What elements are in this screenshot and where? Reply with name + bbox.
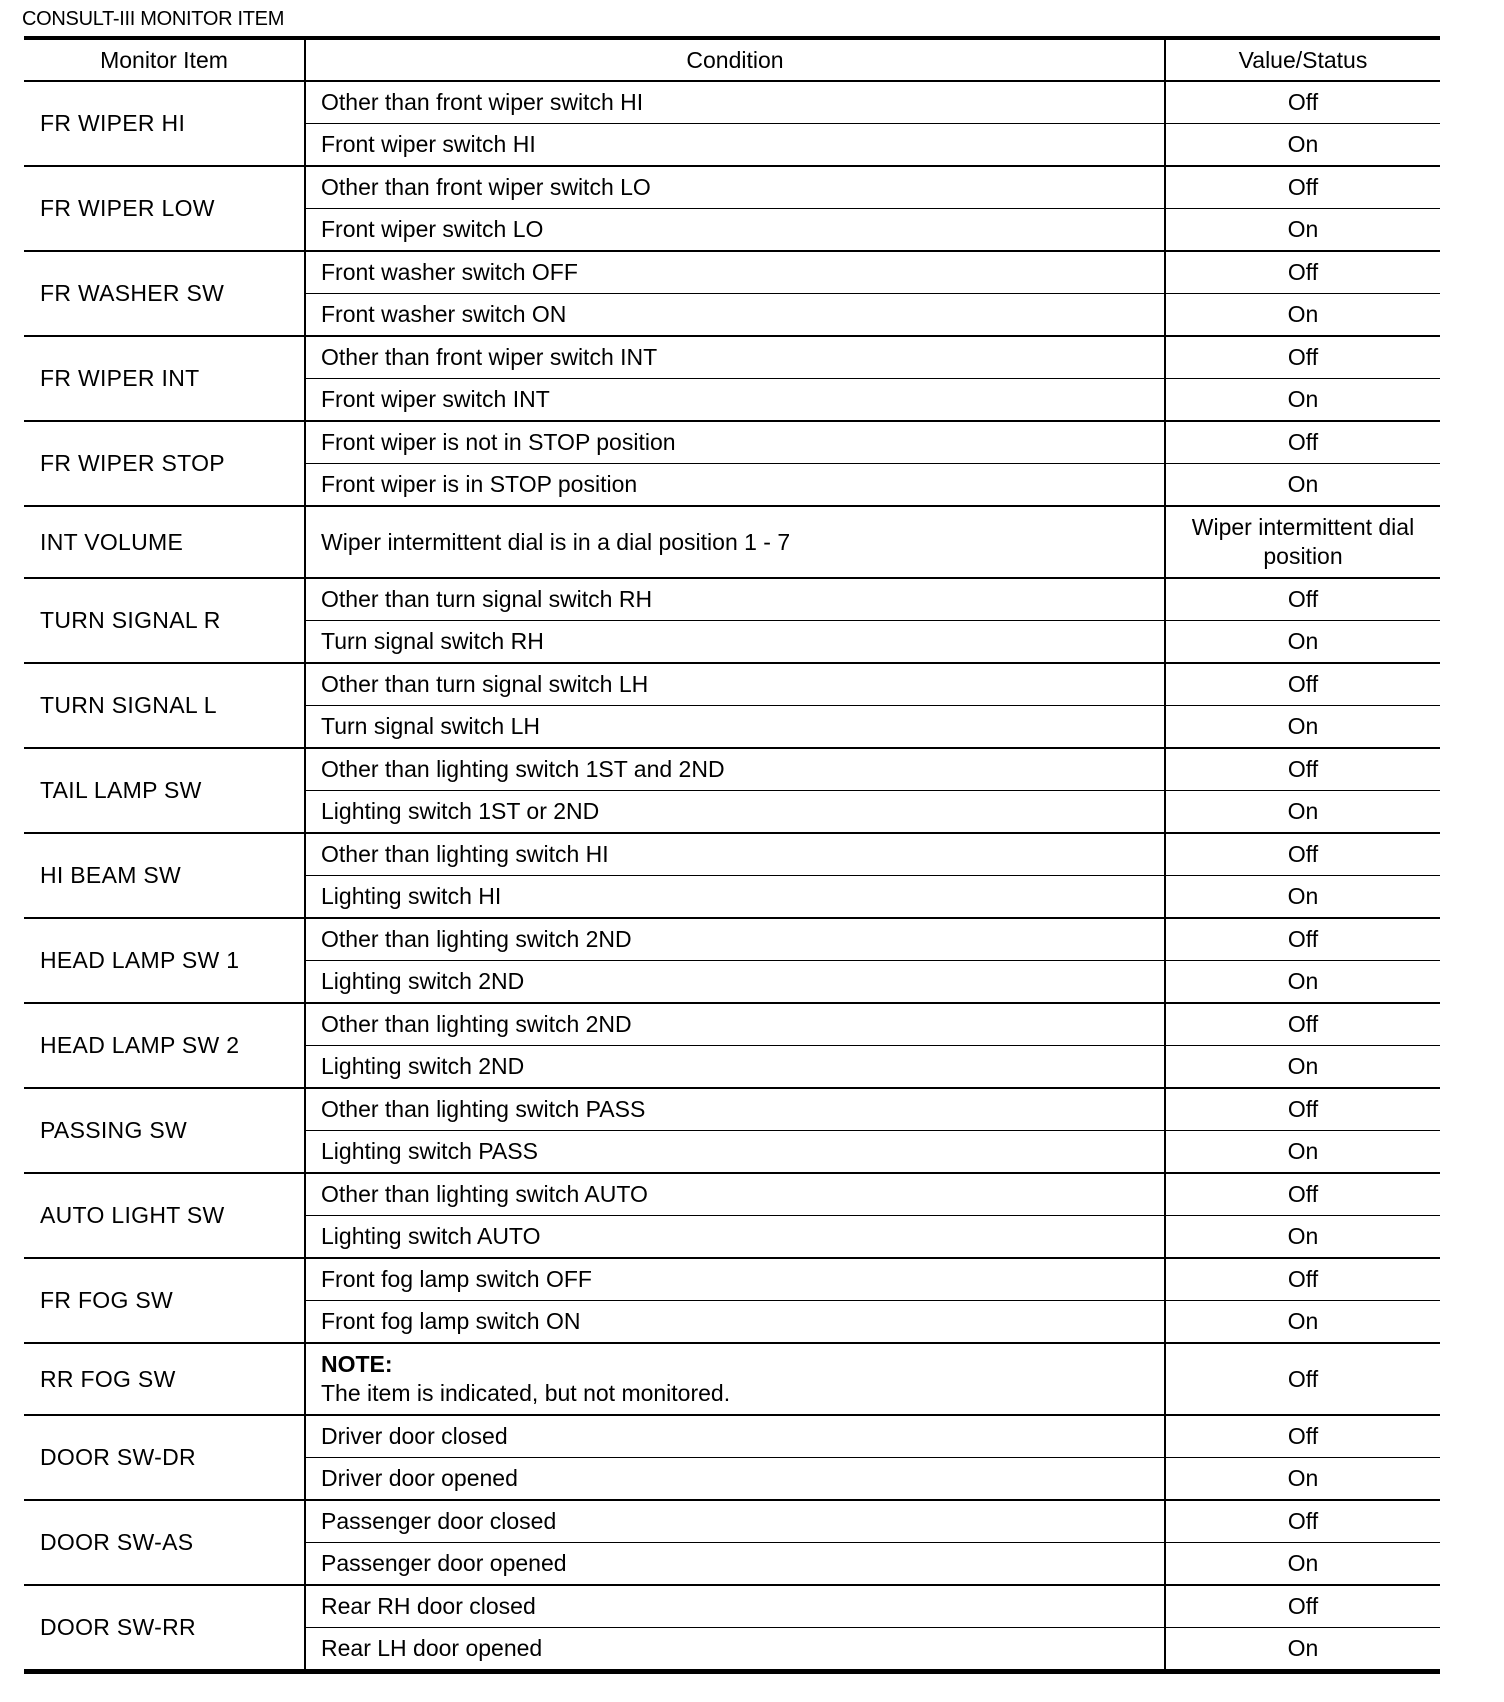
monitor-item-cell: DOOR SW-RR xyxy=(24,1585,305,1672)
value-cell: Off xyxy=(1165,1585,1440,1628)
table-row xyxy=(24,1500,1440,1543)
condition-cell: Front washer switch OFF xyxy=(305,251,1165,294)
condition-cell: Other than lighting switch 2ND xyxy=(305,918,1165,961)
value-cell: On xyxy=(1165,1458,1440,1501)
value-cell: On xyxy=(1165,379,1440,422)
table-row xyxy=(24,1415,1440,1458)
monitor-item-cell: HEAD LAMP SW 1 xyxy=(24,918,305,1003)
monitor-item-cell: TURN SIGNAL L xyxy=(24,663,305,748)
table-row xyxy=(24,1088,1440,1131)
condition-cell: Other than lighting switch PASS xyxy=(305,1088,1165,1131)
monitor-item-cell: FR WIPER LOW xyxy=(24,166,305,251)
condition-cell: Turn signal switch LH xyxy=(305,706,1165,749)
condition-cell: Front wiper is in STOP position xyxy=(305,464,1165,507)
condition-cell: Driver door closed xyxy=(305,1415,1165,1458)
condition-cell: Driver door opened xyxy=(305,1458,1165,1501)
value-cell: On xyxy=(1165,876,1440,919)
value-cell: Off xyxy=(1165,421,1440,464)
page-title: CONSULT-III MONITOR ITEM xyxy=(22,8,285,30)
monitor-item-cell: FR WASHER SW xyxy=(24,251,305,336)
value-cell: On xyxy=(1165,1543,1440,1586)
table-row xyxy=(24,1343,1440,1415)
value-cell: Off xyxy=(1165,918,1440,961)
value-cell: On xyxy=(1165,209,1440,252)
condition-cell: Front fog lamp switch OFF xyxy=(305,1258,1165,1301)
value-cell: Off xyxy=(1165,748,1440,791)
value-cell: Off xyxy=(1165,1258,1440,1301)
table-row xyxy=(24,1173,1440,1216)
value-cell: Off xyxy=(1165,663,1440,706)
value-cell: On xyxy=(1165,1301,1440,1344)
table-row xyxy=(24,506,1440,578)
monitor-item-cell: FR WIPER STOP xyxy=(24,421,305,506)
condition-cell: Rear RH door closed xyxy=(305,1585,1165,1628)
condition-cell: Other than lighting switch HI xyxy=(305,833,1165,876)
condition-cell: Rear LH door opened xyxy=(305,1628,1165,1672)
condition-cell: Other than turn signal switch RH xyxy=(305,578,1165,621)
value-cell: Off xyxy=(1165,1088,1440,1131)
value-cell: On xyxy=(1165,464,1440,507)
condition-cell: Passenger door opened xyxy=(305,1543,1165,1586)
condition-cell: Front wiper switch HI xyxy=(305,124,1165,167)
condition-cell: Lighting switch PASS xyxy=(305,1131,1165,1174)
value-cell: Off xyxy=(1165,251,1440,294)
monitor-item-cell: DOOR SW-AS xyxy=(24,1500,305,1585)
header-monitor-item: Monitor Item xyxy=(24,38,305,81)
condition-cell: Front wiper is not in STOP position xyxy=(305,421,1165,464)
condition-cell: Other than front wiper switch INT xyxy=(305,336,1165,379)
value-cell: On xyxy=(1165,1628,1440,1672)
condition-cell: Passenger door closed xyxy=(305,1500,1165,1543)
value-cell: On xyxy=(1165,1216,1440,1259)
value-cell: Off xyxy=(1165,336,1440,379)
header-value-status: Value/Status xyxy=(1165,38,1440,81)
table-row xyxy=(24,336,1440,379)
monitor-item-cell: HEAD LAMP SW 2 xyxy=(24,1003,305,1088)
value-cell: Off xyxy=(1165,1173,1440,1216)
condition-cell: Front washer switch ON xyxy=(305,294,1165,337)
table-row xyxy=(24,166,1440,209)
table-row xyxy=(24,833,1440,876)
value-cell: On xyxy=(1165,621,1440,664)
condition-cell: Turn signal switch RH xyxy=(305,621,1165,664)
condition-cell: Lighting switch 1ST or 2ND xyxy=(305,791,1165,834)
condition-cell: Other than front wiper switch HI xyxy=(305,81,1165,124)
value-cell: Off xyxy=(1165,81,1440,124)
value-cell: On xyxy=(1165,1046,1440,1089)
table-row xyxy=(24,748,1440,791)
monitor-item-cell: FR WIPER HI xyxy=(24,81,305,166)
condition-cell xyxy=(305,1343,1165,1415)
value-cell: Off xyxy=(1165,1500,1440,1543)
monitor-item-cell: RR FOG SW xyxy=(24,1343,305,1415)
condition-cell: Lighting switch 2ND xyxy=(305,961,1165,1004)
monitor-item-cell: TAIL LAMP SW xyxy=(24,748,305,833)
table-row xyxy=(24,1258,1440,1301)
table-row xyxy=(24,663,1440,706)
value-cell: On xyxy=(1165,961,1440,1004)
note-label: NOTE: xyxy=(321,1351,393,1377)
monitor-item-cell: PASSING SW xyxy=(24,1088,305,1173)
note-text: The item is indicated, but not monitored. xyxy=(321,1380,731,1406)
condition-cell: Lighting switch 2ND xyxy=(305,1046,1165,1089)
condition-cell: Other than lighting switch 1ST and 2ND xyxy=(305,748,1165,791)
condition-cell: Front wiper switch LO xyxy=(305,209,1165,252)
condition-cell: Other than lighting switch 2ND xyxy=(305,1003,1165,1046)
table-row xyxy=(24,81,1440,124)
value-cell: On xyxy=(1165,1131,1440,1174)
table-row xyxy=(24,578,1440,621)
condition-cell: Wiper intermittent dial is in a dial position 1 - 7 xyxy=(305,506,1165,578)
condition-cell: Other than front wiper switch LO xyxy=(305,166,1165,209)
table-row xyxy=(24,918,1440,961)
table-header-row xyxy=(24,38,1440,81)
monitor-item-cell: HI BEAM SW xyxy=(24,833,305,918)
header-condition: Condition xyxy=(305,38,1165,81)
condition-cell: Other than lighting switch AUTO xyxy=(305,1173,1165,1216)
table-row xyxy=(24,421,1440,464)
table-row xyxy=(24,251,1440,294)
condition-cell: Lighting switch AUTO xyxy=(305,1216,1165,1259)
value-cell: On xyxy=(1165,791,1440,834)
table-row xyxy=(24,1003,1440,1046)
condition-cell: Other than turn signal switch LH xyxy=(305,663,1165,706)
condition-cell: Front fog lamp switch ON xyxy=(305,1301,1165,1344)
monitor-item-cell: INT VOLUME xyxy=(24,506,305,578)
value-cell: On xyxy=(1165,294,1440,337)
monitor-item-cell: FR FOG SW xyxy=(24,1258,305,1343)
value-cell: Wiper intermittent dial position xyxy=(1165,506,1440,578)
condition-cell: Lighting switch HI xyxy=(305,876,1165,919)
monitor-item-cell: AUTO LIGHT SW xyxy=(24,1173,305,1258)
value-cell: Off xyxy=(1165,578,1440,621)
monitor-item-cell: TURN SIGNAL R xyxy=(24,578,305,663)
condition-cell: Front wiper switch INT xyxy=(305,379,1165,422)
monitor-item-cell: FR WIPER INT xyxy=(24,336,305,421)
table-row xyxy=(24,1585,1440,1628)
value-cell: Off xyxy=(1165,166,1440,209)
value-cell: On xyxy=(1165,706,1440,749)
monitor-item-table xyxy=(24,36,1440,1674)
value-cell: On xyxy=(1165,124,1440,167)
monitor-item-cell: DOOR SW-DR xyxy=(24,1415,305,1500)
value-cell: Off xyxy=(1165,1415,1440,1458)
value-cell: Off xyxy=(1165,1343,1440,1415)
value-cell: Off xyxy=(1165,833,1440,876)
value-cell: Off xyxy=(1165,1003,1440,1046)
